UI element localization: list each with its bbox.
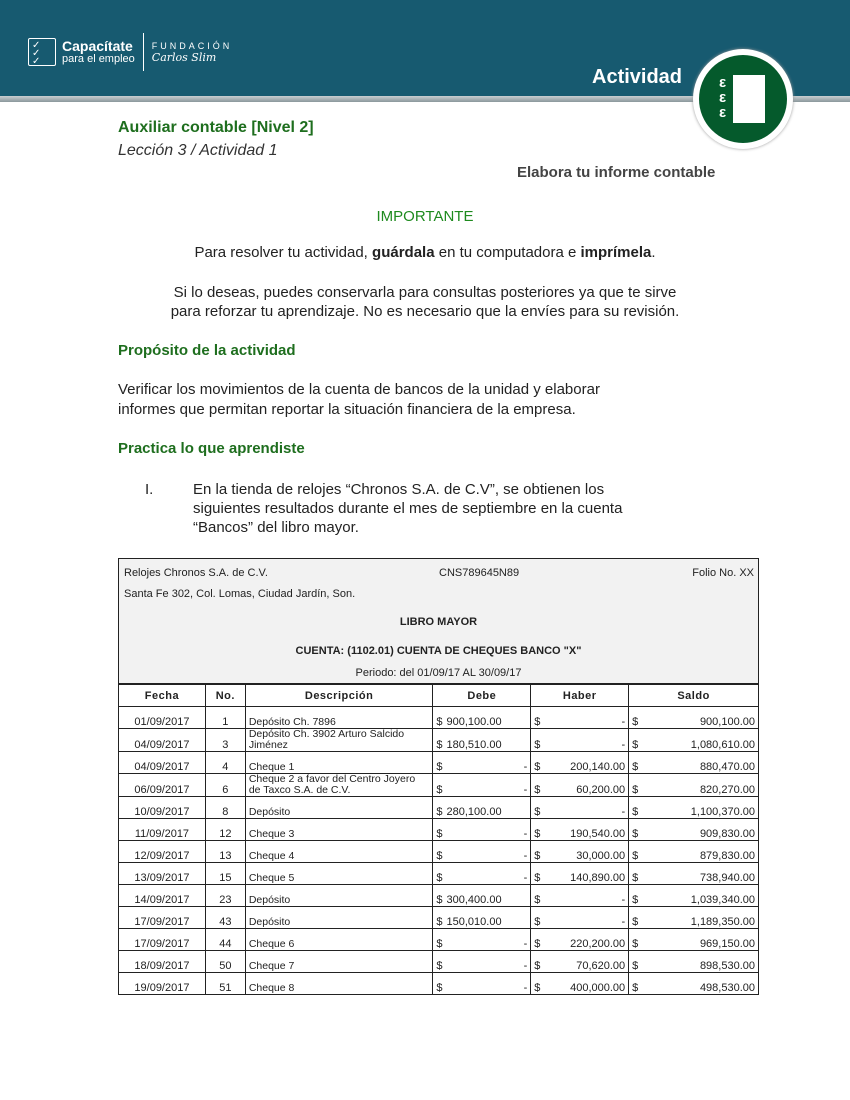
currency-symbol: $ [632,872,639,884]
amount: 200,140.00 [570,761,626,773]
text: Para resolver tu actividad, [194,244,373,261]
table-row [119,841,759,863]
amount: 900,100.00 [699,716,755,728]
currency-symbol: $ [436,982,443,994]
practice-line3: “Bancos” del libro mayor. [193,519,359,536]
activity-label: Actividad [592,66,683,88]
cell-fecha: 11/09/2017 [119,819,206,841]
logo-divider [143,33,144,71]
cell-descripcion: Depósito [245,907,433,929]
amount: 180,510.00 [446,739,502,751]
folio: Folio No. XX [692,567,754,579]
company-name: Relojes Chronos S.A. de C.V. [124,567,268,579]
cell-no: 44 [205,929,245,951]
cell-saldo [629,819,759,841]
cell-saldo [629,774,759,797]
column-header: Debe [433,685,531,707]
cell-fecha: 04/09/2017 [119,729,206,752]
cell-saldo [629,929,759,951]
currency-symbol: $ [632,916,639,928]
currency-symbol: $ [534,761,541,773]
purpose-line1: Verificar los movimientos de la cuenta de bancos de la unidad y elaborar [118,381,600,398]
cell-saldo [629,907,759,929]
notebook-icon [733,75,765,123]
amount: 498,530.00 [699,982,755,994]
important-line1 [0,244,850,261]
currency-symbol: $ [632,960,639,972]
cell-fecha: 14/09/2017 [119,885,206,907]
amount: 280,100.00 [446,806,502,818]
cell-saldo [629,951,759,973]
cell-debe [433,819,531,841]
table-row [119,707,759,729]
cell-saldo [629,797,759,819]
cell-debe [433,841,531,863]
cell-debe [433,929,531,951]
currency-symbol: $ [436,806,443,818]
foundation-label: FUNDACIÓN [151,40,233,51]
cell-debe [433,885,531,907]
cell-saldo [629,973,759,995]
amount: 1,100,370.00 [690,806,755,818]
column-header: Descripción [245,685,433,707]
currency-symbol: $ [632,938,639,950]
cell-fecha: 12/09/2017 [119,841,206,863]
amount: 400,000.00 [570,982,626,994]
cell-haber [531,885,629,907]
cell-no: 12 [205,819,245,841]
currency-symbol: $ [632,982,639,994]
practice-heading: Practica lo que aprendiste [118,440,305,457]
important-line2: Si lo deseas, puedes conservarla para consultas posteriores ya que te sirve [173,284,677,301]
course-title: Auxiliar contable [Nivel 2] [118,119,314,136]
currency-symbol: $ [632,806,639,818]
cell-descripcion: Cheque 5 [245,863,433,885]
table-row [119,973,759,995]
practice-line2: siguientes resultados durante el mes de septiembre en la cuenta [193,500,623,517]
cell-no: 4 [205,752,245,774]
currency-symbol: $ [534,872,541,884]
currency-symbol: $ [632,739,639,751]
practice-number: I. [145,481,154,498]
amount: - [523,938,528,950]
amount: 70,620.00 [576,960,626,972]
cell-haber [531,797,629,819]
amount: 1,189,350.00 [690,916,755,928]
currency-symbol: $ [534,739,541,751]
currency-symbol: $ [534,938,541,950]
table-row [119,774,759,797]
ledger-account: CUENTA: (1102.01) CUENTA DE CHEQUES BANCO "X" [295,645,582,657]
currency-symbol: $ [534,960,541,972]
currency-symbol: $ [534,806,541,818]
cell-debe [433,707,531,729]
amount: 1,039,340.00 [690,894,755,906]
currency-symbol: $ [534,916,541,928]
currency-symbol: $ [436,784,443,796]
ledger-table [118,684,759,995]
amount: 190,540.00 [570,828,626,840]
amount: 1,080,610.00 [690,739,755,751]
foundation-name: Carlos Slim [151,50,217,64]
currency-symbol: $ [534,784,541,796]
cell-saldo [629,841,759,863]
currency-symbol: $ [436,828,443,840]
cell-descripcion: Cheque 4 [245,841,433,863]
cell-descripcion: Cheque 3 [245,819,433,841]
cell-no: 51 [205,973,245,995]
amount: 909,830.00 [699,828,755,840]
cell-no: 43 [205,907,245,929]
important-line3: para reforzar tu aprendizaje. No es necesario que la envíes para su revisión. [170,303,680,320]
table-row [119,819,759,841]
cell-descripcion: Depósito Ch. 7896 [245,707,433,729]
cell-haber [531,907,629,929]
amount: 140,890.00 [570,872,626,884]
cell-haber [531,707,629,729]
cell-no: 23 [205,885,245,907]
cell-debe [433,907,531,929]
cell-saldo [629,729,759,752]
cell-debe [433,729,531,752]
amount: 30,000.00 [576,850,626,862]
amount: - [621,916,626,928]
cell-no: 50 [205,951,245,973]
cell-haber [531,929,629,951]
currency-symbol: $ [632,828,639,840]
cell-haber [531,819,629,841]
cell-haber [531,752,629,774]
column-header: No. [205,685,245,707]
cell-haber [531,973,629,995]
column-header: Haber [531,685,629,707]
cell-fecha: 17/09/2017 [119,907,206,929]
amount: 150,010.00 [446,916,502,928]
checklist-icon: ✓ ✓ ✓ [28,38,56,66]
table-row [119,863,759,885]
ledger-title: LIBRO MAYOR [399,616,478,628]
cell-haber [531,863,629,885]
amount: - [523,850,528,862]
currency-symbol: $ [632,761,639,773]
table-row [119,907,759,929]
ledger-header [118,558,759,684]
table-row [119,797,759,819]
currency-symbol: $ [632,894,639,906]
currency-symbol: $ [436,960,443,972]
amount: 898,530.00 [699,960,755,972]
amount: - [523,828,528,840]
cell-saldo [629,752,759,774]
amount: - [523,960,528,972]
amount: 880,470.00 [699,761,755,773]
cell-fecha: 04/09/2017 [119,752,206,774]
amount: - [523,761,528,773]
logo-main: Capacítate [62,38,133,54]
cell-descripcion: Cheque 7 [245,951,433,973]
text: en tu computadora e [434,244,581,261]
cell-no: 6 [205,774,245,797]
amount: 879,830.00 [699,850,755,862]
company-rfc: CNS789645N89 [439,567,520,579]
amount: 60,200.00 [576,784,626,796]
cell-descripcion: Depósito Ch. 3902 Arturo Salcido Jiménez [245,729,433,752]
cell-debe [433,797,531,819]
amount: 220,200.00 [570,938,626,950]
amount: 300,400.00 [446,894,502,906]
company-address: Santa Fe 302, Col. Lomas, Ciudad Jardín, Son. [124,588,356,600]
cell-no: 8 [205,797,245,819]
currency-symbol: $ [436,872,443,884]
cell-no: 13 [205,841,245,863]
activity-subtitle: Elabora tu informe contable [517,164,716,181]
lesson-label: Lección 3 / Actividad 1 [118,142,278,159]
cell-fecha: 01/09/2017 [119,707,206,729]
amount: 820,270.00 [699,784,755,796]
cell-fecha: 17/09/2017 [119,929,206,951]
cell-haber [531,729,629,752]
cell-descripcion: Cheque 8 [245,973,433,995]
cell-fecha: 19/09/2017 [119,973,206,995]
notebook-rings-icon: ε ε ε [719,74,727,121]
cell-saldo [629,863,759,885]
currency-symbol: $ [534,982,541,994]
cell-saldo [629,707,759,729]
currency-symbol: $ [534,716,541,728]
amount: - [621,894,626,906]
currency-symbol: $ [436,739,443,751]
cell-descripcion: Cheque 1 [245,752,433,774]
currency-symbol: $ [632,784,639,796]
table-row [119,752,759,774]
important-heading: IMPORTANTE [376,208,474,225]
amount: 738,940.00 [699,872,755,884]
cell-fecha: 13/09/2017 [119,863,206,885]
cell-debe [433,973,531,995]
cell-saldo [629,885,759,907]
cell-no: 15 [205,863,245,885]
table-row [119,929,759,951]
cell-fecha: 18/09/2017 [119,951,206,973]
ledger-period: Periodo: del 01/09/17 AL 30/09/17 [355,667,522,679]
purpose-line2: informes que permitan reportar la situación financiera de la empresa. [118,401,576,418]
currency-symbol: $ [436,938,443,950]
currency-symbol: $ [534,894,541,906]
notebook-badge [693,49,793,149]
cell-debe [433,863,531,885]
table-row [119,885,759,907]
cell-descripcion: Depósito [245,885,433,907]
practice-line1: En la tienda de relojes “Chronos S.A. de C.V”, se obtienen los [193,481,605,498]
currency-symbol: $ [436,916,443,928]
cell-descripcion: Depósito [245,797,433,819]
currency-symbol: $ [534,828,541,840]
currency-symbol: $ [436,850,443,862]
cell-no: 1 [205,707,245,729]
cell-haber [531,841,629,863]
purpose-heading: Propósito de la actividad [118,342,296,359]
cell-no: 3 [205,729,245,752]
table-row [119,951,759,973]
currency-symbol: $ [534,850,541,862]
column-header: Saldo [629,685,759,707]
currency-symbol: $ [632,716,639,728]
column-header: Fecha [119,685,206,707]
logo [28,33,232,71]
amount: 969,150.00 [699,938,755,950]
amount: - [621,806,626,818]
amount: - [621,739,626,751]
amount: - [523,784,528,796]
currency-symbol: $ [436,761,443,773]
cell-debe [433,951,531,973]
cell-debe [433,752,531,774]
amount: 900,100.00 [446,716,502,728]
cell-descripcion: Cheque 6 [245,929,433,951]
cell-fecha: 06/09/2017 [119,774,206,797]
amount: - [621,716,626,728]
cell-debe [433,774,531,797]
currency-symbol: $ [436,894,443,906]
text: . [651,244,656,261]
cell-haber [531,774,629,797]
cell-descripcion: Cheque 2 a favor del Centro Joyero de Taxco S.A. de C.V. [245,774,433,797]
currency-symbol: $ [632,850,639,862]
text-bold: imprímela [580,244,652,261]
logo-sub: para el empleo [62,53,135,65]
currency-symbol: $ [436,716,443,728]
amount: - [523,982,528,994]
cell-haber [531,951,629,973]
table-row [119,729,759,752]
text-bold: guárdala [372,244,435,261]
cell-fecha: 10/09/2017 [119,797,206,819]
amount: - [523,872,528,884]
